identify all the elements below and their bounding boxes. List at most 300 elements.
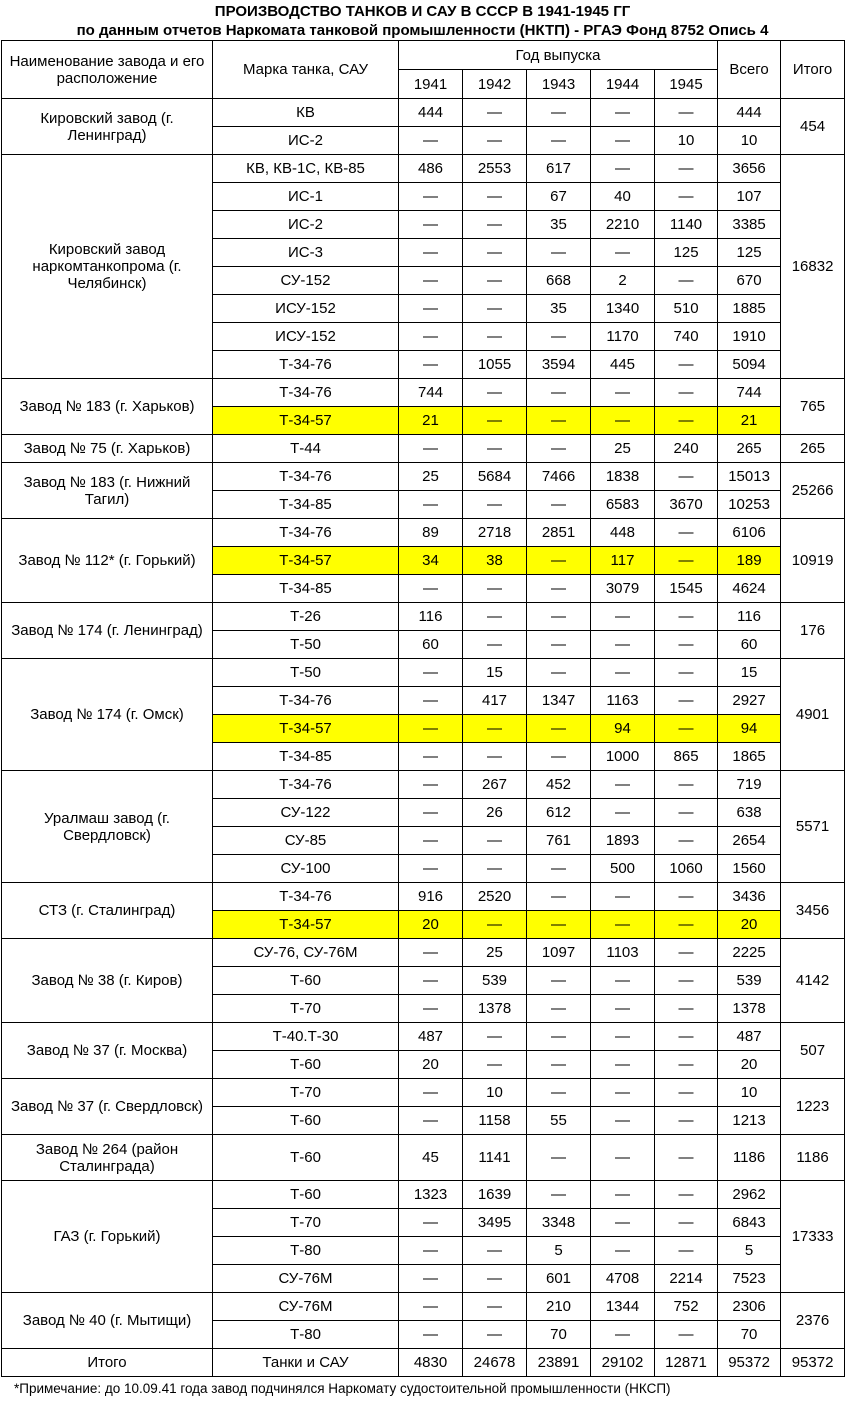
year-value: — (655, 1209, 718, 1237)
table-header (2, 41, 845, 99)
year-value: 89 (399, 519, 463, 547)
year-value: 5 (527, 1237, 591, 1265)
year-value: 448 (591, 519, 655, 547)
year-value: — (527, 1079, 591, 1107)
year-value: — (463, 127, 527, 155)
year-value: 740 (655, 323, 718, 351)
year-value: — (463, 407, 527, 435)
factory-total: 17333 (781, 1181, 845, 1293)
tank-model: Т-34-76 (213, 463, 399, 491)
document-title (0, 0, 845, 40)
year-value: 1639 (463, 1181, 527, 1209)
year-value: 539 (463, 967, 527, 995)
year-value: 1055 (463, 351, 527, 379)
table-row (2, 519, 845, 547)
year-value: 3670 (655, 491, 718, 519)
row-total: 10 (718, 1079, 781, 1107)
year-value: — (527, 631, 591, 659)
year-value: 601 (527, 1265, 591, 1293)
year-value: — (399, 1293, 463, 1321)
year-value: 4708 (591, 1265, 655, 1293)
header-factory: Наименование завода и его расположение (2, 41, 213, 99)
year-value: 1097 (527, 939, 591, 967)
factory-name: Завод № 174 (г. Омск) (2, 659, 213, 771)
year-value: — (527, 491, 591, 519)
factory-name: Завод № 75 (г. Харьков) (2, 435, 213, 463)
row-total: 487 (718, 1023, 781, 1051)
tank-model: Т-34-57 (213, 547, 399, 575)
year-value: — (655, 351, 718, 379)
year-value: — (527, 99, 591, 127)
year-value: 240 (655, 435, 718, 463)
row-total: 5 (718, 1237, 781, 1265)
factory-total: 507 (781, 1023, 845, 1079)
year-value: — (655, 99, 718, 127)
year-value: 1340 (591, 295, 655, 323)
year-value: 612 (527, 799, 591, 827)
tank-model: ИС-3 (213, 239, 399, 267)
factory-name: Завод № 264 (район Сталинграда) (2, 1135, 213, 1181)
row-total: 94 (718, 715, 781, 743)
tank-model: Т-34-85 (213, 743, 399, 771)
year-value: — (655, 1023, 718, 1051)
tank-model: ИС-1 (213, 183, 399, 211)
tank-model: СУ-76М (213, 1293, 399, 1321)
row-total: 5094 (718, 351, 781, 379)
tank-model: ИСУ-152 (213, 323, 399, 351)
table-row (2, 1023, 845, 1051)
year-value: 761 (527, 827, 591, 855)
tank-model: Т-80 (213, 1237, 399, 1265)
factory-name: Завод № 37 (г. Свердловск) (2, 1079, 213, 1135)
year-value: — (655, 799, 718, 827)
year-value: 1141 (463, 1135, 527, 1181)
tank-model: Т-80 (213, 1321, 399, 1349)
year-value: — (655, 547, 718, 575)
tank-model: Т-60 (213, 1051, 399, 1079)
tank-model: Т-60 (213, 1135, 399, 1181)
header-year: 1942 (463, 70, 527, 99)
grand-total-year-value: 23891 (527, 1349, 591, 1377)
tank-model: СУ-76М (213, 1265, 399, 1293)
year-value: — (399, 715, 463, 743)
header-model: Марка танка, САУ (213, 41, 399, 99)
tank-model: Т-34-76 (213, 687, 399, 715)
row-total: 1186 (718, 1135, 781, 1181)
year-value: — (527, 995, 591, 1023)
row-total: 20 (718, 1051, 781, 1079)
year-value: — (591, 407, 655, 435)
year-value: 10 (463, 1079, 527, 1107)
year-value: — (591, 771, 655, 799)
year-value: — (655, 659, 718, 687)
year-value: 15 (463, 659, 527, 687)
row-total: 189 (718, 547, 781, 575)
grand-total-year-value: 24678 (463, 1349, 527, 1377)
year-value: — (463, 183, 527, 211)
year-value: 916 (399, 883, 463, 911)
year-value: 1103 (591, 939, 655, 967)
year-value: 1323 (399, 1181, 463, 1209)
year-value: 5684 (463, 463, 527, 491)
factory-total: 1186 (781, 1135, 845, 1181)
year-value: — (591, 1079, 655, 1107)
year-value: — (591, 1181, 655, 1209)
year-value: — (463, 267, 527, 295)
year-value: — (463, 1265, 527, 1293)
year-value: — (655, 1051, 718, 1079)
year-value: 3594 (527, 351, 591, 379)
year-value: — (527, 911, 591, 939)
header-year-group: Год выпуска (399, 41, 718, 70)
year-value: — (527, 1181, 591, 1209)
year-value: — (399, 323, 463, 351)
table-row (2, 771, 845, 799)
tank-model: СУ-152 (213, 267, 399, 295)
year-value: — (655, 155, 718, 183)
table-row (2, 435, 845, 463)
year-value: 1170 (591, 323, 655, 351)
table-row (2, 659, 845, 687)
grand-total-year-value: 12871 (655, 1349, 718, 1377)
grand-total-year-value: 29102 (591, 1349, 655, 1377)
year-value: 20 (399, 911, 463, 939)
year-value: — (399, 939, 463, 967)
year-value: 1344 (591, 1293, 655, 1321)
tank-model: Т-60 (213, 1181, 399, 1209)
year-value: — (463, 575, 527, 603)
tank-model: Т-70 (213, 995, 399, 1023)
year-value: — (463, 1051, 527, 1079)
tank-model: ИС-2 (213, 127, 399, 155)
year-value: — (655, 407, 718, 435)
tank-model: СУ-76, СУ-76М (213, 939, 399, 967)
row-total: 4624 (718, 575, 781, 603)
year-value: 25 (591, 435, 655, 463)
factory-name: СТЗ (г. Сталинград) (2, 883, 213, 939)
year-value: — (399, 183, 463, 211)
row-total: 2225 (718, 939, 781, 967)
year-value: — (527, 239, 591, 267)
year-value: 25 (399, 463, 463, 491)
year-value: — (463, 631, 527, 659)
table-footer (2, 1349, 845, 1377)
year-value: — (591, 659, 655, 687)
year-value: — (399, 435, 463, 463)
table-row (2, 1135, 845, 1181)
factory-total: 176 (781, 603, 845, 659)
year-value: 21 (399, 407, 463, 435)
year-value: 267 (463, 771, 527, 799)
year-value: — (655, 967, 718, 995)
grand-total-model: Танки и САУ (213, 1349, 399, 1377)
year-value: — (399, 211, 463, 239)
year-value: — (399, 995, 463, 1023)
year-value: 1378 (463, 995, 527, 1023)
row-total: 6106 (718, 519, 781, 547)
year-value: 125 (655, 239, 718, 267)
tank-model: Т-60 (213, 1107, 399, 1135)
year-value: 6583 (591, 491, 655, 519)
year-value: 38 (463, 547, 527, 575)
year-value: — (655, 687, 718, 715)
year-value: — (591, 99, 655, 127)
year-value: — (591, 911, 655, 939)
year-value: 70 (527, 1321, 591, 1349)
year-value: — (399, 659, 463, 687)
year-value: — (591, 127, 655, 155)
year-value: — (463, 99, 527, 127)
row-total: 670 (718, 267, 781, 295)
header-total: Всего (718, 41, 781, 99)
year-value: — (463, 1321, 527, 1349)
factory-total: 10919 (781, 519, 845, 603)
tank-model: ИСУ-152 (213, 295, 399, 323)
year-value: — (399, 267, 463, 295)
year-value: — (463, 239, 527, 267)
year-value: — (527, 323, 591, 351)
tank-model: КВ, КВ-1С, КВ-85 (213, 155, 399, 183)
tank-model: Т-34-76 (213, 771, 399, 799)
year-value: — (527, 743, 591, 771)
year-value: — (591, 1023, 655, 1051)
row-total: 15013 (718, 463, 781, 491)
tank-model: Т-26 (213, 603, 399, 631)
year-value: — (591, 1135, 655, 1181)
row-total: 2927 (718, 687, 781, 715)
year-value: — (527, 1135, 591, 1181)
year-value: — (399, 1079, 463, 1107)
factory-name: Кировский завод наркомтанкопрома (г. Челябинск) (2, 155, 213, 379)
year-value: — (399, 687, 463, 715)
year-value: — (399, 1209, 463, 1237)
year-value: — (463, 211, 527, 239)
year-value: — (655, 1321, 718, 1349)
year-value: — (527, 1023, 591, 1051)
year-value: — (463, 1023, 527, 1051)
header-year: 1943 (527, 70, 591, 99)
year-value: — (527, 855, 591, 883)
year-value: — (399, 743, 463, 771)
table-row (2, 99, 845, 127)
year-value: 45 (399, 1135, 463, 1181)
year-value: — (591, 883, 655, 911)
year-value: 1163 (591, 687, 655, 715)
factory-name: Завод № 40 (г. Мытищи) (2, 1293, 213, 1349)
factory-name: Завод № 38 (г. Киров) (2, 939, 213, 1023)
year-value: — (655, 1181, 718, 1209)
tank-model: Т-44 (213, 435, 399, 463)
tank-model: Т-50 (213, 631, 399, 659)
grand-total-row (2, 1349, 845, 1377)
year-value: — (655, 603, 718, 631)
factory-total: 454 (781, 99, 845, 155)
year-value: 865 (655, 743, 718, 771)
year-value: — (463, 435, 527, 463)
year-value: 60 (399, 631, 463, 659)
year-value: 116 (399, 603, 463, 631)
year-value: — (655, 1237, 718, 1265)
year-value: 26 (463, 799, 527, 827)
factory-name: Кировский завод (г. Ленинград) (2, 99, 213, 155)
year-value: — (591, 379, 655, 407)
row-total: 6843 (718, 1209, 781, 1237)
row-total: 744 (718, 379, 781, 407)
factory-total: 5571 (781, 771, 845, 883)
year-value: 35 (527, 211, 591, 239)
row-total: 10 (718, 127, 781, 155)
year-value: — (463, 295, 527, 323)
year-value: 34 (399, 547, 463, 575)
year-value: 7466 (527, 463, 591, 491)
row-total: 3385 (718, 211, 781, 239)
factory-total: 4901 (781, 659, 845, 771)
year-value: — (655, 883, 718, 911)
year-value: — (527, 379, 591, 407)
year-value: 752 (655, 1293, 718, 1321)
year-value: — (655, 379, 718, 407)
factory-total: 265 (781, 435, 845, 463)
grand-total-sum: 95372 (718, 1349, 781, 1377)
year-value: 487 (399, 1023, 463, 1051)
year-value: — (591, 1237, 655, 1265)
year-value: — (655, 939, 718, 967)
row-total: 70 (718, 1321, 781, 1349)
year-value: — (655, 463, 718, 491)
tank-model: ИС-2 (213, 211, 399, 239)
table-body (2, 99, 845, 1349)
row-total: 1885 (718, 295, 781, 323)
year-value: 2210 (591, 211, 655, 239)
year-value: — (399, 1107, 463, 1135)
year-value: — (399, 967, 463, 995)
year-value: 2 (591, 267, 655, 295)
factory-name: Завод № 174 (г. Ленинград) (2, 603, 213, 659)
year-value: 2214 (655, 1265, 718, 1293)
tank-model: Т-70 (213, 1079, 399, 1107)
year-value: — (591, 239, 655, 267)
row-total: 2962 (718, 1181, 781, 1209)
year-value: — (591, 1209, 655, 1237)
year-value: — (527, 127, 591, 155)
tank-model: СУ-100 (213, 855, 399, 883)
year-value: — (399, 295, 463, 323)
year-value: — (655, 827, 718, 855)
year-value: — (655, 631, 718, 659)
year-value: 1545 (655, 575, 718, 603)
row-total: 265 (718, 435, 781, 463)
year-value: 417 (463, 687, 527, 715)
year-value: 668 (527, 267, 591, 295)
factory-name: ГАЗ (г. Горький) (2, 1181, 213, 1293)
year-value: 3348 (527, 1209, 591, 1237)
year-value: — (527, 547, 591, 575)
year-value: 35 (527, 295, 591, 323)
year-value: — (399, 771, 463, 799)
year-value: 1140 (655, 211, 718, 239)
year-value: 1347 (527, 687, 591, 715)
grand-total-year-value: 4830 (399, 1349, 463, 1377)
year-value: 210 (527, 1293, 591, 1321)
year-value: — (527, 603, 591, 631)
year-value: 67 (527, 183, 591, 211)
factory-total: 1223 (781, 1079, 845, 1135)
year-value: 1000 (591, 743, 655, 771)
year-value: — (399, 827, 463, 855)
year-value: — (527, 883, 591, 911)
year-value: — (463, 911, 527, 939)
year-value: — (527, 1051, 591, 1079)
year-value: 1158 (463, 1107, 527, 1135)
year-value: — (591, 967, 655, 995)
year-value: 94 (591, 715, 655, 743)
table-row (2, 883, 845, 911)
year-value: — (655, 1135, 718, 1181)
row-total: 1560 (718, 855, 781, 883)
row-total: 3436 (718, 883, 781, 911)
year-value: 10 (655, 127, 718, 155)
tank-model: Т-40.Т-30 (213, 1023, 399, 1051)
table-row (2, 1079, 845, 1107)
year-value: — (399, 491, 463, 519)
year-value: — (399, 1321, 463, 1349)
year-value: — (399, 1237, 463, 1265)
year-value: 40 (591, 183, 655, 211)
year-value: — (591, 1107, 655, 1135)
year-value: 3079 (591, 575, 655, 603)
year-value: 3495 (463, 1209, 527, 1237)
row-total: 2654 (718, 827, 781, 855)
row-total: 3656 (718, 155, 781, 183)
row-total: 1378 (718, 995, 781, 1023)
year-value: — (463, 855, 527, 883)
tank-model: Т-34-57 (213, 715, 399, 743)
table-row (2, 379, 845, 407)
year-value: 500 (591, 855, 655, 883)
year-value: 510 (655, 295, 718, 323)
title-line-2: по данным отчетов Наркомата танковой промышленности (НКТП) - РГАЭ Фонд 8752 Опись 4 (76, 22, 769, 39)
year-value: — (463, 715, 527, 743)
year-value: — (655, 183, 718, 211)
table-row (2, 603, 845, 631)
year-value: 617 (527, 155, 591, 183)
row-total: 21 (718, 407, 781, 435)
year-value: — (655, 911, 718, 939)
year-value: — (655, 267, 718, 295)
year-value: — (655, 995, 718, 1023)
year-value: — (527, 659, 591, 687)
year-value: — (399, 351, 463, 379)
table-row (2, 1181, 845, 1209)
production-table (1, 40, 845, 1377)
year-value: 445 (591, 351, 655, 379)
year-value: — (463, 827, 527, 855)
table-row (2, 939, 845, 967)
year-value: 2718 (463, 519, 527, 547)
year-value: — (463, 1293, 527, 1321)
year-value: 486 (399, 155, 463, 183)
year-value: 452 (527, 771, 591, 799)
row-total: 20 (718, 911, 781, 939)
title-line-1: ПРОИЗВОДСТВО ТАНКОВ И САУ В СССР В 1941-1945 ГГ (214, 3, 631, 20)
year-value: — (399, 239, 463, 267)
row-total: 1865 (718, 743, 781, 771)
year-value: — (591, 155, 655, 183)
year-value: — (655, 771, 718, 799)
year-value: — (591, 631, 655, 659)
row-total: 7523 (718, 1265, 781, 1293)
factory-name: Уралмаш завод (г. Свердловск) (2, 771, 213, 883)
